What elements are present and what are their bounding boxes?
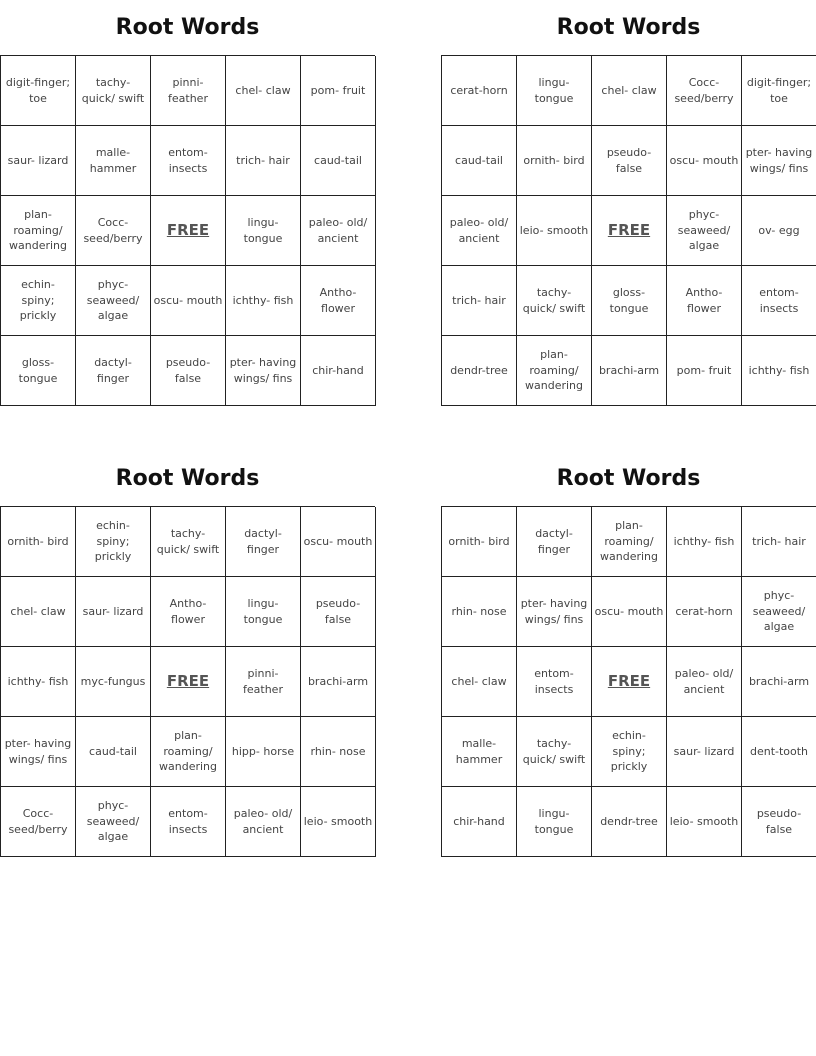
bingo-grid	[0, 506, 375, 857]
card-title: Root Words	[115, 466, 260, 491]
bingo-cell: phyc- seaweed/ algae	[667, 196, 742, 266]
bingo-cell: tachy- quick/ swift	[517, 717, 592, 787]
bingo-cell: trich- hair	[226, 126, 301, 196]
bingo-cell: chel- claw	[592, 56, 667, 126]
bingo-cell: saur- lizard	[76, 577, 151, 647]
bingo-cell: oscu- mouth	[592, 577, 667, 647]
bingo-cell: ichthy- fish	[226, 266, 301, 336]
bingo-cell: tachy- quick/ swift	[151, 507, 226, 577]
bingo-cell: chir-hand	[301, 336, 376, 406]
bingo-cell: rhin- nose	[442, 577, 517, 647]
bingo-cell: dactyl- finger	[76, 336, 151, 406]
card-title: Root Words	[115, 15, 260, 40]
bingo-cell: entom-insects	[517, 647, 592, 717]
bingo-cell: entom-insects	[742, 266, 816, 336]
bingo-cell: ov- egg	[742, 196, 816, 266]
bingo-cell: saur- lizard	[1, 126, 76, 196]
bingo-cell: chel- claw	[1, 577, 76, 647]
bingo-cell: phyc- seaweed/ algae	[76, 787, 151, 857]
card-title: Root Words	[556, 15, 701, 40]
bingo-cell: plan- roaming/ wandering	[1, 196, 76, 266]
bingo-cell: dendr-tree	[442, 336, 517, 406]
bingo-card-3	[0, 451, 375, 857]
bingo-cell: ichthy- fish	[1, 647, 76, 717]
bingo-cell: saur- lizard	[667, 717, 742, 787]
bingo-cell: gloss- tongue	[1, 336, 76, 406]
bingo-cell: brachi-arm	[592, 336, 667, 406]
bingo-cell: caud-tail	[301, 126, 376, 196]
bingo-cell: Antho-flower	[301, 266, 376, 336]
bingo-cell: trich- hair	[442, 266, 517, 336]
bingo-cell: pinni- feather	[226, 647, 301, 717]
bingo-cell: oscu- mouth	[667, 126, 742, 196]
bingo-cell: echin- spiny; prickly	[592, 717, 667, 787]
bingo-cell: echin- spiny; prickly	[1, 266, 76, 336]
bingo-cell: pter- having wings/ fins	[1, 717, 76, 787]
bingo-cell: leio- smooth	[301, 787, 376, 857]
bingo-cell: chir-hand	[442, 787, 517, 857]
bingo-cell: leio- smooth	[667, 787, 742, 857]
bingo-cell: cerat-horn	[442, 56, 517, 126]
bingo-cell: hipp- horse	[226, 717, 301, 787]
bingo-cell: brachi-arm	[742, 647, 816, 717]
bingo-cell: pom- fruit	[301, 56, 376, 126]
bingo-cell: lingu- tongue	[517, 56, 592, 126]
bingo-card-1	[0, 0, 375, 406]
bingo-cell: chel- claw	[226, 56, 301, 126]
bingo-card-4	[441, 451, 816, 857]
bingo-cell: plan- roaming/ wandering	[151, 717, 226, 787]
bingo-cell: ornith- bird	[1, 507, 76, 577]
free-space: FREE	[151, 196, 226, 266]
bingo-cell: myc-fungus	[76, 647, 151, 717]
bingo-cell: paleo- old/ ancient	[442, 196, 517, 266]
bingo-cell: tachy- quick/ swift	[517, 266, 592, 336]
bingo-cell: Cocc- seed/berry	[76, 196, 151, 266]
bingo-cell: lingu- tongue	[226, 196, 301, 266]
bingo-cell: ornith- bird	[517, 126, 592, 196]
bingo-cell: Antho-flower	[667, 266, 742, 336]
bingo-cell: caud-tail	[76, 717, 151, 787]
bingo-cell: pseudo- false	[592, 126, 667, 196]
bingo-cell: pter- having wings/ fins	[742, 126, 816, 196]
bingo-cell: ichthy- fish	[667, 507, 742, 577]
bingo-cell: oscu- mouth	[151, 266, 226, 336]
bingo-cell: plan- roaming/ wandering	[517, 336, 592, 406]
bingo-cell: dendr-tree	[592, 787, 667, 857]
bingo-cell: entom-insects	[151, 787, 226, 857]
bingo-grid	[441, 55, 816, 406]
bingo-cell: dactyl- finger	[226, 507, 301, 577]
free-space: FREE	[592, 196, 667, 266]
bingo-cell: pseudo- false	[742, 787, 816, 857]
bingo-cell: entom-insects	[151, 126, 226, 196]
bingo-cell: ichthy- fish	[742, 336, 816, 406]
bingo-cell: plan- roaming/ wandering	[592, 507, 667, 577]
card-title: Root Words	[556, 466, 701, 491]
bingo-cell: lingu- tongue	[226, 577, 301, 647]
bingo-cell: paleo- old/ ancient	[226, 787, 301, 857]
bingo-cell: phyc- seaweed/ algae	[742, 577, 816, 647]
bingo-cell: cerat-horn	[667, 577, 742, 647]
bingo-cell: dactyl- finger	[517, 507, 592, 577]
bingo-cell: echin- spiny; prickly	[76, 507, 151, 577]
bingo-card-2	[441, 0, 816, 406]
bingo-cell: chel- claw	[442, 647, 517, 717]
bingo-cell: Antho-flower	[151, 577, 226, 647]
bingo-cell: malle-hammer	[442, 717, 517, 787]
bingo-grid	[0, 55, 375, 406]
bingo-cell: digit-finger; toe	[742, 56, 816, 126]
bingo-cell: digit-finger; toe	[1, 56, 76, 126]
bingo-cell: pter- having wings/ fins	[517, 577, 592, 647]
bingo-cell: oscu- mouth	[301, 507, 376, 577]
bingo-cell: brachi-arm	[301, 647, 376, 717]
bingo-cell: pseudo- false	[151, 336, 226, 406]
bingo-cell: caud-tail	[442, 126, 517, 196]
bingo-cell: paleo- old/ ancient	[301, 196, 376, 266]
bingo-cell: paleo- old/ ancient	[667, 647, 742, 717]
bingo-cell: ornith- bird	[442, 507, 517, 577]
bingo-cell: pom- fruit	[667, 336, 742, 406]
bingo-cell: trich- hair	[742, 507, 816, 577]
bingo-cell: pter- having wings/ fins	[226, 336, 301, 406]
bingo-cell: phyc- seaweed/ algae	[76, 266, 151, 336]
free-space: FREE	[592, 647, 667, 717]
free-space: FREE	[151, 647, 226, 717]
bingo-cell: Cocc- seed/berry	[667, 56, 742, 126]
bingo-cell: gloss- tongue	[592, 266, 667, 336]
bingo-grid	[441, 506, 816, 857]
bingo-cell: tachy- quick/ swift	[76, 56, 151, 126]
bingo-cell: dent-tooth	[742, 717, 816, 787]
bingo-cell: pinni- feather	[151, 56, 226, 126]
bingo-cell: leio- smooth	[517, 196, 592, 266]
bingo-cell: lingu- tongue	[517, 787, 592, 857]
bingo-cell: rhin- nose	[301, 717, 376, 787]
bingo-cell: Cocc- seed/berry	[1, 787, 76, 857]
bingo-cell: malle-hammer	[76, 126, 151, 196]
bingo-cell: pseudo- false	[301, 577, 376, 647]
